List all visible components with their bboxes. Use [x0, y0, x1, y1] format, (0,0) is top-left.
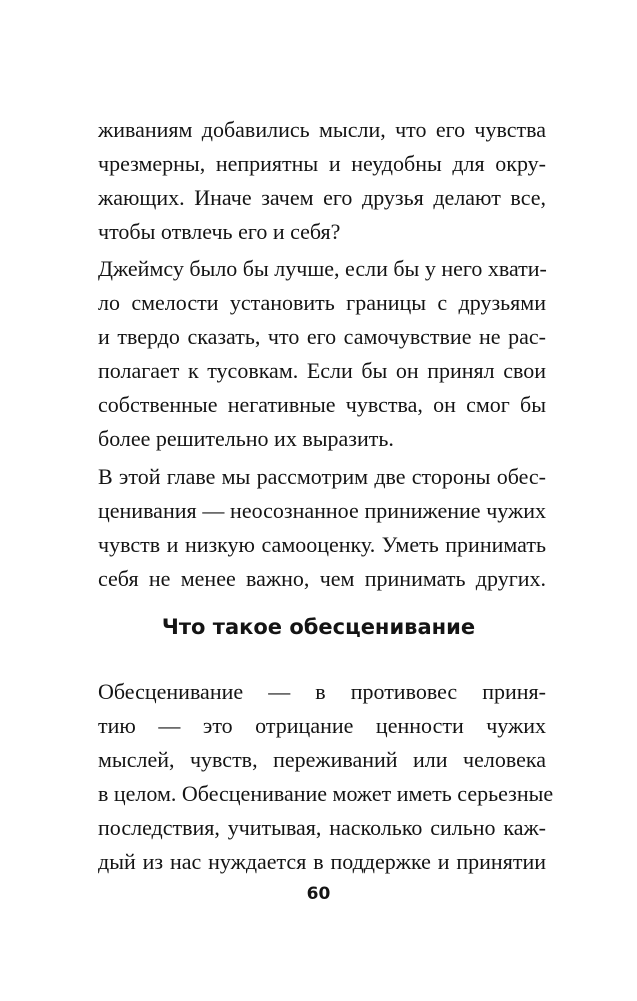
- text-line: тию — это отрицание ценности чужих: [98, 713, 546, 738]
- text-line: себя не менее важно, чем принимать других.: [98, 566, 546, 591]
- text-line: полагает к тусовкам. Если бы он принял свои: [98, 358, 546, 383]
- section-heading: Что такое обесценивание: [161, 615, 476, 639]
- text-line: мыслей, чувств, переживаний или человека: [98, 747, 546, 772]
- text-line: в целом. Обесценивание может иметь серьезные: [98, 781, 554, 806]
- text-line: ценивания — неосознанное принижение чужих: [98, 498, 546, 523]
- text-line: дый из нас нуждается в поддержке и принятии: [98, 849, 546, 874]
- text-line: Джеймсу было бы лучше, если бы у него хвати-: [98, 256, 547, 281]
- text-line: собственные негативные чувства, он смог бы: [98, 392, 546, 417]
- text-line: чрезмерны, неприятны и неудобны для окру-: [98, 151, 546, 176]
- text-line: последствия, учитывая, насколько сильно каж-: [98, 815, 546, 840]
- text-line: более решительно их выразить.: [98, 426, 394, 451]
- text-line: ло смелости установить границы с друзьями: [98, 290, 546, 315]
- text-line: В этой главе мы рассмотрим две стороны обес-: [98, 464, 546, 489]
- text-line: чувств и низкую самооценку. Уметь принимать: [98, 532, 546, 557]
- text-line: Обесценивание — в противовес приня-: [98, 679, 546, 704]
- page-number: 60: [306, 884, 331, 904]
- text-line: живаниям добавились мысли, что его чувства: [98, 117, 546, 142]
- text-line: и твердо сказать, что его самочувствие не рас-: [98, 324, 546, 349]
- text-line: жающих. Иначе зачем его друзья делают все,: [98, 185, 546, 210]
- text-line: чтобы отвлечь его и себя?: [98, 219, 341, 244]
